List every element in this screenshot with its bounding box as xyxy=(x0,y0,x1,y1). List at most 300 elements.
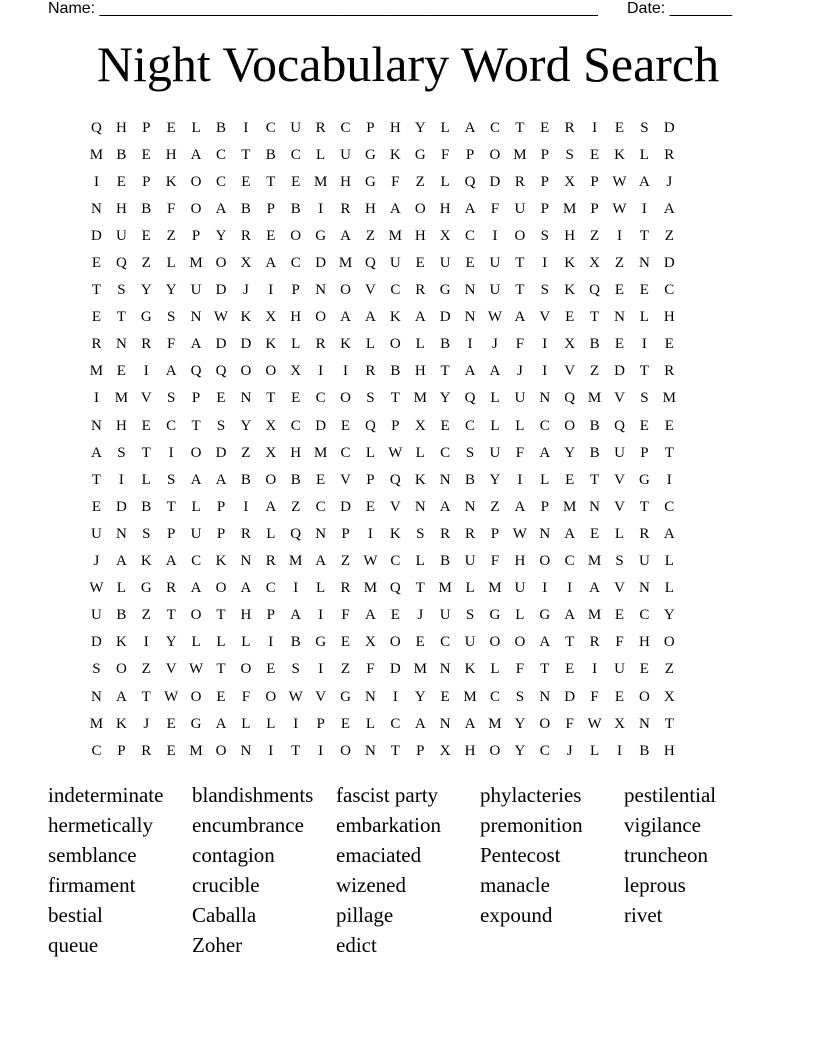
grid-letter: L xyxy=(316,146,326,163)
grid-letter: K xyxy=(464,661,476,678)
grid-letter: D xyxy=(614,363,625,380)
grid-letter: X xyxy=(265,309,277,326)
grid-letter: Q xyxy=(290,525,302,542)
grid-letter: Q xyxy=(190,363,202,380)
grid-letter: Z xyxy=(664,227,674,244)
grid-letter: I xyxy=(93,390,99,407)
word-bank-item: pillage xyxy=(336,903,394,927)
grid-letter: F xyxy=(167,336,176,353)
grid-letter: M xyxy=(189,255,203,272)
grid-letter: L xyxy=(589,742,600,759)
word-bank-item: edict xyxy=(336,933,377,957)
grid-letter: D xyxy=(240,336,252,353)
grid-letter: T xyxy=(589,471,600,488)
grid-letter: L xyxy=(291,336,301,353)
grid-letter: X xyxy=(290,363,302,380)
grid-letter: N xyxy=(638,255,650,272)
grid-letter: J xyxy=(143,715,150,732)
grid-letter: E xyxy=(241,173,251,190)
grid-letter: D xyxy=(91,227,102,244)
grid-letter: S xyxy=(465,444,475,461)
grid-letter: A xyxy=(115,688,127,705)
grid-letter: K xyxy=(240,309,252,326)
grid-letter: O xyxy=(190,444,202,461)
grid-letter: A xyxy=(464,200,476,217)
grid-letter: N xyxy=(464,498,476,515)
grid-letter: A xyxy=(265,498,277,515)
grid-letter: I xyxy=(318,200,324,217)
grid-letter: B xyxy=(290,634,301,651)
grid-letter: O xyxy=(389,634,401,651)
grid-letter: H xyxy=(115,119,127,136)
grid-letter: E xyxy=(614,282,625,299)
grid-letter: B xyxy=(465,471,476,488)
grid-letter: B xyxy=(141,498,152,515)
grid-letter: P xyxy=(416,742,425,759)
grid-letter: S xyxy=(92,661,101,678)
grid-letter: U xyxy=(464,634,476,651)
grid-letter: M xyxy=(413,390,427,407)
name-field-label: Name: ________________________________________________________ xyxy=(48,0,598,17)
grid-letter: H xyxy=(564,227,576,244)
grid-letter: I xyxy=(143,634,149,651)
grid-letter: L xyxy=(365,715,375,732)
word-bank-item: semblance xyxy=(48,843,137,867)
grid-letter: U xyxy=(290,119,302,136)
grid-letter: V xyxy=(614,498,625,515)
grid-letter: C xyxy=(539,742,550,759)
grid-letter: O xyxy=(215,742,227,759)
grid-letter: P xyxy=(465,146,475,163)
grid-letter: S xyxy=(167,390,176,407)
grid-letter: G xyxy=(439,282,451,299)
grid-letter: C xyxy=(215,146,226,163)
grid-letter: I xyxy=(492,227,498,244)
grid-letter: L xyxy=(490,661,500,678)
grid-letter: L xyxy=(415,553,425,570)
grid-letter: M xyxy=(563,200,577,217)
grid-letter: V xyxy=(539,309,551,326)
grid-letter: B xyxy=(290,471,301,488)
grid-letter: N xyxy=(439,715,451,732)
grid-letter: P xyxy=(640,444,649,461)
grid-letter: O xyxy=(190,173,202,190)
grid-letter: P xyxy=(590,200,599,217)
grid-letter: A xyxy=(365,309,376,326)
grid-letter: G xyxy=(414,146,426,163)
grid-letter: I xyxy=(517,471,523,488)
grid-letter: S xyxy=(291,661,300,678)
grid-letter: W xyxy=(612,200,627,217)
grid-letter: I xyxy=(268,282,274,299)
grid-letter: R xyxy=(340,200,351,217)
grid-letter: T xyxy=(166,607,176,624)
grid-letter: F xyxy=(440,146,450,163)
grid-letter: Q xyxy=(115,255,127,272)
grid-letter: T xyxy=(91,471,102,488)
grid-letter: C xyxy=(390,282,401,299)
grid-letter: C xyxy=(440,444,451,461)
grid-letter: P xyxy=(191,390,201,407)
grid-letter: T xyxy=(515,282,525,299)
page-title: Night Vocabulary Word Search xyxy=(96,36,720,92)
grid-letter: O xyxy=(539,715,551,732)
grid-letter: L xyxy=(515,417,525,434)
grid-letter: E xyxy=(340,715,351,732)
header-line xyxy=(48,0,748,20)
grid-letter: K xyxy=(389,309,401,326)
grid-letter: E xyxy=(589,525,600,542)
grid-letter: A xyxy=(464,363,476,380)
grid-letter: R xyxy=(514,173,525,190)
grid-letter: A xyxy=(539,444,551,461)
grid-letter: T xyxy=(191,417,201,434)
grid-letter: O xyxy=(340,390,351,407)
grid-letter: T xyxy=(266,390,276,407)
grid-letter: S xyxy=(216,417,226,434)
grid-letter: K xyxy=(140,553,152,570)
grid-letter: X xyxy=(439,742,451,759)
grid-letter: J xyxy=(666,173,673,190)
grid-letter: A xyxy=(589,580,600,597)
grid-letter: T xyxy=(589,309,600,326)
grid-letter: E xyxy=(415,255,425,272)
grid-letter: H xyxy=(290,444,302,461)
grid-letter: N xyxy=(365,688,376,705)
grid-letter: E xyxy=(390,607,400,624)
grid-letter: N xyxy=(115,525,127,542)
grid-letter: N xyxy=(439,471,451,488)
grid-letter: O xyxy=(514,634,526,651)
grid-letter: L xyxy=(614,525,625,542)
grid-letter: Y xyxy=(140,282,152,299)
grid-letter: I xyxy=(392,688,398,705)
grid-letter: H xyxy=(115,200,127,217)
grid-row xyxy=(84,277,732,304)
grid-letter: N xyxy=(190,309,202,326)
grid-letter: U xyxy=(389,255,401,272)
grid-letter: A xyxy=(663,525,675,542)
grid-letter: E xyxy=(166,742,176,759)
grid-letter: V xyxy=(315,688,327,705)
grid-letter: C xyxy=(440,634,451,651)
grid-letter: F xyxy=(615,634,624,651)
grid-letter: Z xyxy=(415,173,425,190)
grid-letter: F xyxy=(490,553,500,570)
grid-letter: Y xyxy=(165,282,177,299)
grid-letter: O xyxy=(489,634,501,651)
grid-letter: F xyxy=(590,688,599,705)
grid-letter: I xyxy=(641,336,647,353)
grid-letter: C xyxy=(290,146,301,163)
grid-letter: O xyxy=(240,661,252,678)
grid-letter: V xyxy=(365,282,376,299)
grid-letter: A xyxy=(315,553,327,570)
grid-letter: B xyxy=(116,146,127,163)
grid-letter: A xyxy=(165,553,177,570)
grid-letter: L xyxy=(639,146,649,163)
grid-letter: I xyxy=(641,200,647,217)
grid-letter: E xyxy=(365,498,375,515)
grid-letter: I xyxy=(542,363,548,380)
grid-letter: C xyxy=(215,173,226,190)
word-bank-item: leprous xyxy=(624,873,686,897)
grid-letter: I xyxy=(318,742,324,759)
grid-letter: E xyxy=(639,661,649,678)
word-bank-item: premonition xyxy=(480,813,583,837)
grid-letter: W xyxy=(89,580,104,597)
grid-letter: N xyxy=(315,282,327,299)
grid-letter: H xyxy=(340,173,351,190)
word-bank-item: blandishments xyxy=(192,783,314,807)
grid-letter: F xyxy=(241,688,251,705)
grid-letter: Y xyxy=(439,390,451,407)
grid-letter: U xyxy=(439,607,451,624)
grid-letter: M xyxy=(463,688,477,705)
grid-letter: U xyxy=(514,580,526,597)
grid-letter: R xyxy=(315,336,326,353)
grid-letter: E xyxy=(614,336,625,353)
grid-letter: J xyxy=(242,282,249,299)
grid-letter: Q xyxy=(464,390,476,407)
grid-letter: E xyxy=(141,146,151,163)
grid-letter: E xyxy=(565,471,575,488)
grid-letter: C xyxy=(539,417,550,434)
grid-letter: O xyxy=(115,661,127,678)
grid-letter: U xyxy=(514,200,526,217)
grid-letter: S xyxy=(465,607,475,624)
grid-letter: U xyxy=(91,607,102,624)
word-bank-item: embarkation xyxy=(336,813,441,837)
grid-letter: E xyxy=(91,309,102,326)
grid-letter: T xyxy=(141,444,151,461)
grid-letter: E xyxy=(291,390,301,407)
grid-letter: T xyxy=(266,173,276,190)
grid-letter: T xyxy=(241,146,251,163)
grid-letter: E xyxy=(266,227,276,244)
grid-letter: V xyxy=(614,580,625,597)
grid-letter: H xyxy=(464,742,476,759)
grid-letter: T xyxy=(91,282,102,299)
grid-letter: Q xyxy=(589,282,600,299)
grid-letter: L xyxy=(141,471,151,488)
grid-letter: I xyxy=(542,580,548,597)
grid-letter: G xyxy=(340,688,351,705)
grid-letter: A xyxy=(91,444,102,461)
grid-letter: E xyxy=(415,634,425,651)
grid-letter: K xyxy=(215,553,227,570)
grid-letter: U xyxy=(115,227,127,244)
grid-letter: B xyxy=(141,200,152,217)
grid-letter: S xyxy=(540,227,549,244)
grid-letter: Y xyxy=(215,227,227,244)
grid-row xyxy=(84,683,732,710)
grid-letter: I xyxy=(93,173,99,190)
grid-letter: O xyxy=(414,200,426,217)
grid-letter: K xyxy=(389,146,401,163)
grid-letter: H xyxy=(365,200,376,217)
grid-letter: P xyxy=(266,607,275,624)
grid-row xyxy=(84,168,732,195)
grid-letter: D xyxy=(215,444,227,461)
grid-letter: U xyxy=(190,282,202,299)
grid-letter: M xyxy=(587,607,602,624)
grid-letter: O xyxy=(663,634,675,651)
grid-letter: R xyxy=(240,525,251,542)
word-bank-item: Pentecost xyxy=(480,843,561,867)
grid-letter: M xyxy=(513,146,527,163)
grid-row xyxy=(84,575,732,602)
grid-letter: Z xyxy=(614,255,625,272)
grid-letter: Q xyxy=(564,390,576,407)
word-bank-item: contagion xyxy=(192,843,275,867)
grid-letter: X xyxy=(414,417,426,434)
grid-letter: V xyxy=(614,471,625,488)
word-bank-item: Zoher xyxy=(192,933,243,957)
grid-row xyxy=(84,656,732,683)
grid-letter: O xyxy=(514,227,526,244)
grid-letter: K xyxy=(115,715,127,732)
grid-letter: E xyxy=(614,119,625,136)
grid-letter: M xyxy=(587,553,602,570)
grid-letter: Q xyxy=(389,580,401,597)
word-bank-item: rivet xyxy=(624,903,663,927)
grid-letter: X xyxy=(663,688,675,705)
grid-letter: U xyxy=(190,525,202,542)
grid-letter: I xyxy=(467,336,473,353)
grid-letter: A xyxy=(340,309,351,326)
word-bank xyxy=(48,780,768,960)
grid-letter: N xyxy=(240,553,252,570)
grid-letter: O xyxy=(240,363,252,380)
grid-letter: I xyxy=(343,363,349,380)
grid-letter: T xyxy=(664,444,674,461)
grid-letter: O xyxy=(190,688,202,705)
grid-letter: Y xyxy=(414,688,426,705)
grid-letter: H xyxy=(414,363,426,380)
grid-letter: K xyxy=(389,525,401,542)
word-bank-item: emaciated xyxy=(336,843,422,867)
grid-letter: P xyxy=(117,742,126,759)
grid-letter: E xyxy=(141,417,151,434)
grid-letter: M xyxy=(189,742,203,759)
grid-letter: G xyxy=(489,607,501,624)
grid-letter: N xyxy=(240,742,252,759)
grid-letter: C xyxy=(91,742,102,759)
grid-letter: H xyxy=(290,309,302,326)
grid-letter: R xyxy=(589,634,600,651)
grid-letter: I xyxy=(616,742,622,759)
grid-letter: L xyxy=(241,634,251,651)
grid-letter: V xyxy=(614,390,625,407)
grid-letter: E xyxy=(166,715,176,732)
grid-letter: M xyxy=(313,173,328,190)
grid-letter: P xyxy=(540,173,549,190)
grid-letter: V xyxy=(564,363,576,380)
grid-row xyxy=(84,114,732,141)
grid-letter: M xyxy=(662,390,676,407)
grid-letter: M xyxy=(114,390,129,407)
grid-letter: E xyxy=(440,417,450,434)
grid-letter: O xyxy=(215,580,227,597)
grid-letter: T xyxy=(440,363,450,380)
grid-letter: E xyxy=(465,255,475,272)
grid-letter: A xyxy=(215,471,227,488)
grid-row xyxy=(84,466,732,493)
grid-letter: O xyxy=(340,742,351,759)
grid-letter: N xyxy=(539,688,551,705)
grid-letter: D xyxy=(663,255,675,272)
grid-letter: E xyxy=(340,634,351,651)
grid-letter: O xyxy=(290,227,302,244)
grid-letter: E xyxy=(116,363,126,380)
grid-letter: T xyxy=(291,742,301,759)
grid-letter: R xyxy=(240,227,251,244)
grid-letter: B xyxy=(290,200,301,217)
grid-letter: R xyxy=(639,525,650,542)
grid-letter: B xyxy=(589,417,600,434)
grid-letter: T xyxy=(515,255,525,272)
grid-letter: L xyxy=(116,580,126,597)
grid-letter: Z xyxy=(141,661,151,678)
grid-letter: E xyxy=(639,417,649,434)
grid-row xyxy=(84,249,732,276)
grid-letter: A xyxy=(564,525,576,542)
grid-letter: T xyxy=(141,688,151,705)
grid-letter: S xyxy=(142,525,151,542)
grid-letter: E xyxy=(565,661,575,678)
grid-letter: A xyxy=(365,607,376,624)
grid-letter: I xyxy=(542,255,548,272)
grid-letter: O xyxy=(389,336,401,353)
grid-letter: O xyxy=(564,417,576,434)
grid-row xyxy=(84,493,732,520)
grid-letter: L xyxy=(440,119,450,136)
grid-letter: N xyxy=(365,742,376,759)
grid-letter: Y xyxy=(414,119,426,136)
grid-letter: R xyxy=(440,525,451,542)
grid-letter: Y xyxy=(514,715,526,732)
grid-letter: S xyxy=(416,525,425,542)
grid-row xyxy=(84,548,732,575)
grid-letter: D xyxy=(564,688,576,705)
grid-letter: O xyxy=(539,553,551,570)
grid-letter: D xyxy=(489,173,501,190)
grid-letter: L xyxy=(465,580,475,597)
grid-letter: L xyxy=(490,417,500,434)
grid-letter: E xyxy=(141,227,151,244)
grid-letter: C xyxy=(166,417,177,434)
grid-letter: A xyxy=(514,309,526,326)
grid-letter: A xyxy=(265,255,277,272)
grid-letter: C xyxy=(639,607,650,624)
grid-letter: E xyxy=(216,688,226,705)
grid-letter: E xyxy=(116,173,126,190)
grid-letter: Z xyxy=(340,553,351,570)
word-bank-item: bestial xyxy=(48,903,103,927)
grid-letter: E xyxy=(316,471,326,488)
grid-letter: R xyxy=(664,363,675,380)
grid-letter: E xyxy=(664,336,674,353)
grid-letter: H xyxy=(389,119,401,136)
grid-letter: G xyxy=(365,146,376,163)
grid-letter: U xyxy=(514,390,526,407)
grid-letter: M xyxy=(89,146,104,163)
grid-letter: N xyxy=(91,688,102,705)
grid-letter: Z xyxy=(291,498,301,515)
grid-letter: S xyxy=(117,444,126,461)
grid-letter: C xyxy=(265,580,276,597)
